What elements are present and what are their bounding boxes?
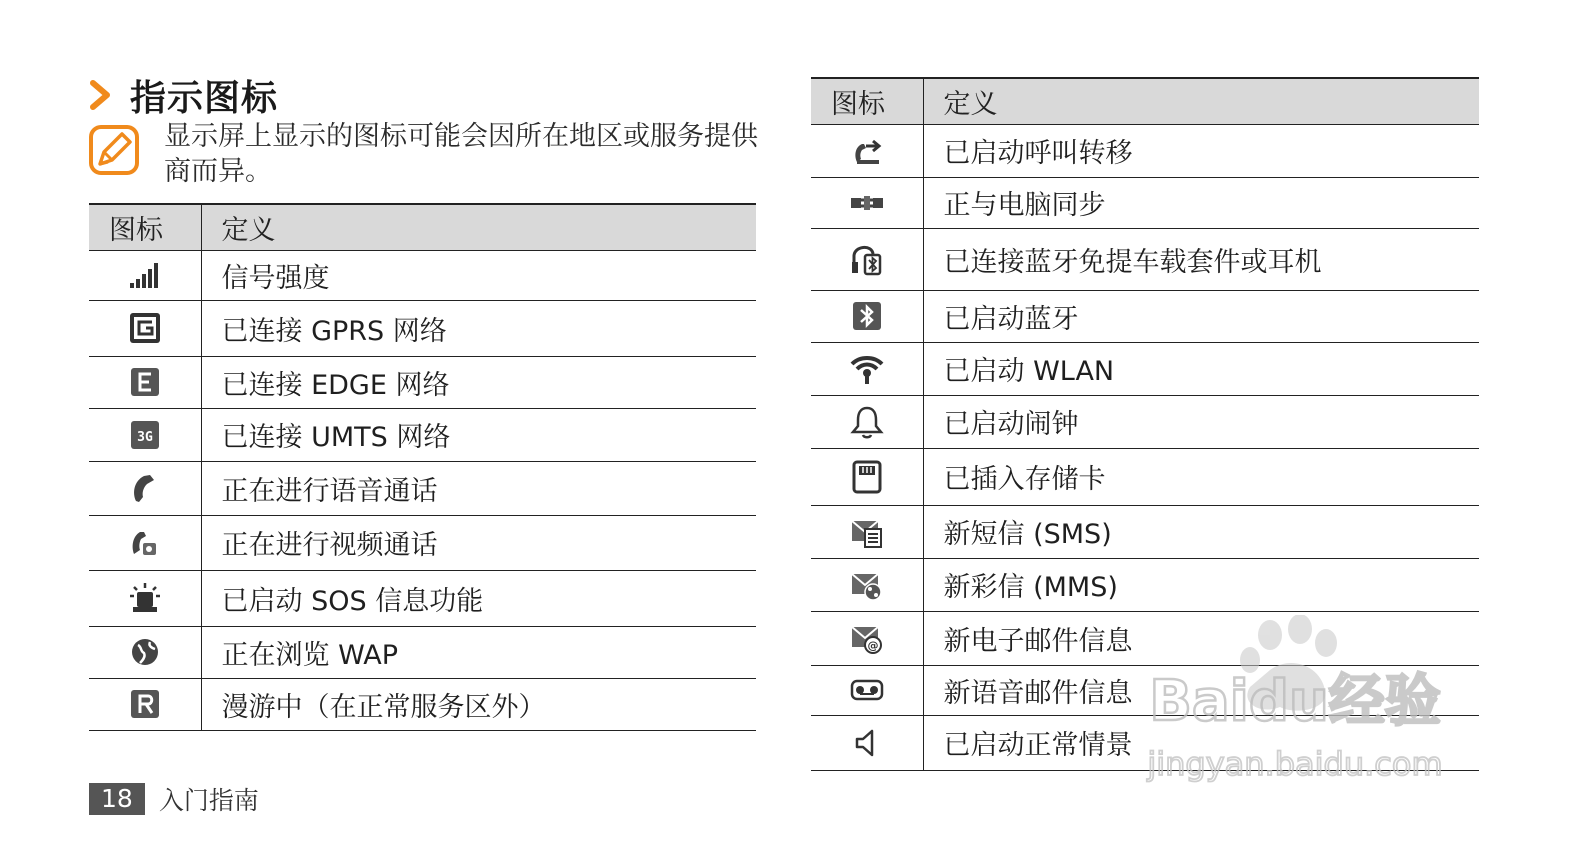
row-text: 新电子邮件信息 — [943, 625, 1133, 657]
table-row — [89, 515, 756, 570]
pc-sync-icon — [848, 184, 886, 222]
sms-icon — [848, 513, 886, 551]
row-text: 已启动蓝牙 — [943, 303, 1079, 335]
umts-3g-icon — [126, 416, 164, 454]
voice-call-icon — [126, 469, 164, 507]
email-icon — [848, 619, 886, 657]
table-row — [811, 342, 1479, 395]
table-row — [89, 250, 756, 300]
wlan-icon — [848, 350, 886, 388]
table-row — [811, 290, 1479, 342]
chevron-right-icon — [88, 80, 112, 110]
row-text: 新语音邮件信息 — [943, 677, 1133, 709]
row-text: 已连接 EDGE 网络 — [221, 369, 450, 401]
row-text: 新彩信 (MMS) — [943, 572, 1118, 603]
header-icon: 图标 — [89, 204, 201, 250]
row-text: 已启动闹钟 — [943, 409, 1079, 440]
header-definition: 定义 — [221, 214, 276, 246]
table-row — [89, 300, 756, 356]
header-definition: 定义 — [943, 88, 998, 120]
row-text: 漫游中（在正常服务区外） — [221, 691, 546, 723]
row-text: 已连接蓝牙免提车载套件或耳机 — [943, 246, 1322, 278]
header-icon: 图标 — [811, 78, 923, 124]
table-row — [89, 356, 756, 408]
table-header-row — [89, 204, 756, 250]
page-footer — [89, 783, 259, 815]
table-row — [811, 395, 1479, 448]
wap-globe-icon — [126, 633, 164, 671]
roaming-icon — [126, 685, 164, 723]
title-row — [88, 72, 278, 118]
table-header-row — [811, 78, 1479, 124]
table-row — [89, 408, 756, 461]
table-row — [89, 461, 756, 515]
table-row — [89, 626, 756, 678]
table-row — [811, 177, 1479, 228]
row-text: 已启动 SOS 信息功能 — [221, 585, 484, 617]
row-text: 信号强度 — [221, 262, 330, 294]
page-title: 指示图标 — [130, 77, 279, 119]
mms-icon — [848, 566, 886, 604]
table-row — [811, 228, 1479, 290]
row-text: 已插入存储卡 — [943, 464, 1106, 495]
row-text: 已启动 WLAN — [943, 356, 1115, 387]
table-row — [811, 505, 1479, 558]
table-row — [89, 570, 756, 626]
video-call-icon — [126, 524, 164, 562]
memory-card-icon — [848, 458, 886, 496]
svg-text:3G: 3G — [136, 429, 153, 445]
icon-table-left — [89, 203, 756, 731]
normal-profile-icon — [848, 724, 886, 762]
call-forward-icon — [848, 132, 886, 170]
row-text: 正与电脑同步 — [943, 190, 1106, 221]
alarm-bell-icon — [848, 403, 886, 441]
baidu-watermark-logo — [1110, 615, 1480, 790]
sos-icon — [126, 579, 164, 617]
table-row — [811, 558, 1479, 611]
row-text: 正在浏览 WAP — [221, 639, 399, 671]
watermark-url: jingyan.baidu.com — [1147, 745, 1443, 783]
signal-strength-icon — [126, 256, 164, 294]
row-text: 已启动正常情景 — [943, 730, 1133, 761]
section-name: 入门指南 — [158, 786, 259, 815]
edge-icon — [126, 363, 164, 401]
watermark-brand: Baidu经验 — [1149, 669, 1441, 734]
row-text: 正在进行语音通话 — [221, 475, 438, 507]
row-text: 新短信 (SMS) — [943, 519, 1112, 550]
note-pencil-icon — [88, 124, 140, 176]
gprs-icon — [126, 309, 164, 347]
svg-text:@: @ — [867, 639, 879, 652]
bluetooth-headset-icon — [848, 240, 886, 278]
note-text: 显示屏上显示的图标可能会因所在地区或服务提供商而异。 — [164, 121, 758, 187]
page-number: 18 — [89, 783, 145, 815]
table-row — [811, 124, 1479, 177]
row-text: 已连接 GPRS 网络 — [221, 315, 447, 347]
bluetooth-icon — [848, 297, 886, 335]
row-text: 已连接 UMTS 网络 — [221, 422, 451, 453]
table-row — [89, 678, 756, 730]
row-text: 已启动呼叫转移 — [943, 138, 1133, 169]
row-text: 正在进行视频通话 — [221, 530, 438, 561]
voicemail-icon — [848, 671, 886, 709]
table-row — [811, 448, 1479, 505]
